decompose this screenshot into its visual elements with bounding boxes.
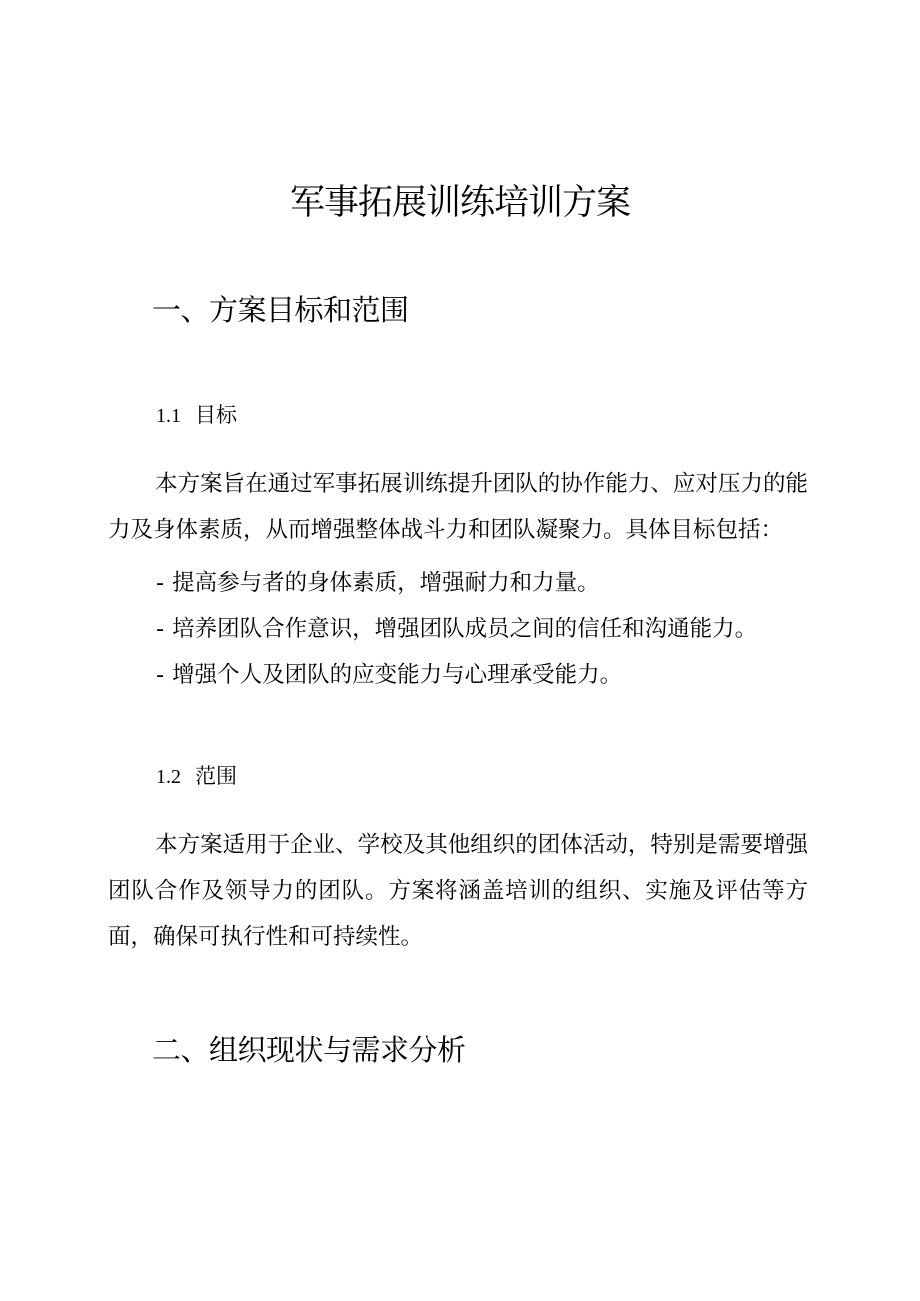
list-item: [156, 606, 757, 652]
bullet-marker: -: [156, 570, 165, 596]
subsection-1-2-label: 范围: [195, 764, 237, 788]
subsection-1-1-label: 目标: [195, 403, 237, 427]
list-item-text: 培养团队合作意识，增强团队成员之间的信任和沟通能力。: [172, 616, 758, 642]
subsection-1-1-number: 1.1: [156, 405, 181, 427]
list-item: [156, 560, 757, 606]
bullet-marker: -: [156, 616, 165, 642]
document-title: 军事拓展训练培训方案: [289, 183, 630, 223]
subsection-1-1-heading: [156, 400, 237, 431]
section-1-heading: 一、方案目标和范围: [152, 293, 409, 327]
goal-paragraph: 本方案旨在通过军事拓展训练提升团队的协作能力、应对压力的能力及身体素质，从而增强整体战斗力和团队凝聚力。具体目标包括：: [108, 471, 808, 543]
list-item-text: 提高参与者的身体素质，增强耐力和力量。: [172, 570, 600, 596]
subsection-1-2-number: 1.2: [156, 766, 181, 788]
goal-list: [156, 560, 757, 698]
list-item-text: 增强个人及团队的应变能力与心理承受能力。: [172, 662, 623, 688]
bullet-marker: -: [156, 662, 165, 688]
section-2-heading: 二、组织现状与需求分析: [152, 1033, 466, 1067]
scope-paragraph: 本方案适用于企业、学校及其他组织的团体活动，特别是需要增强团队合作及领导力的团队。方案将涵盖培训的组织、实施及评估等方面，确保可执行性和可持续性。: [108, 832, 808, 950]
subsection-1-2-heading: [156, 761, 237, 792]
list-item: [156, 652, 757, 698]
